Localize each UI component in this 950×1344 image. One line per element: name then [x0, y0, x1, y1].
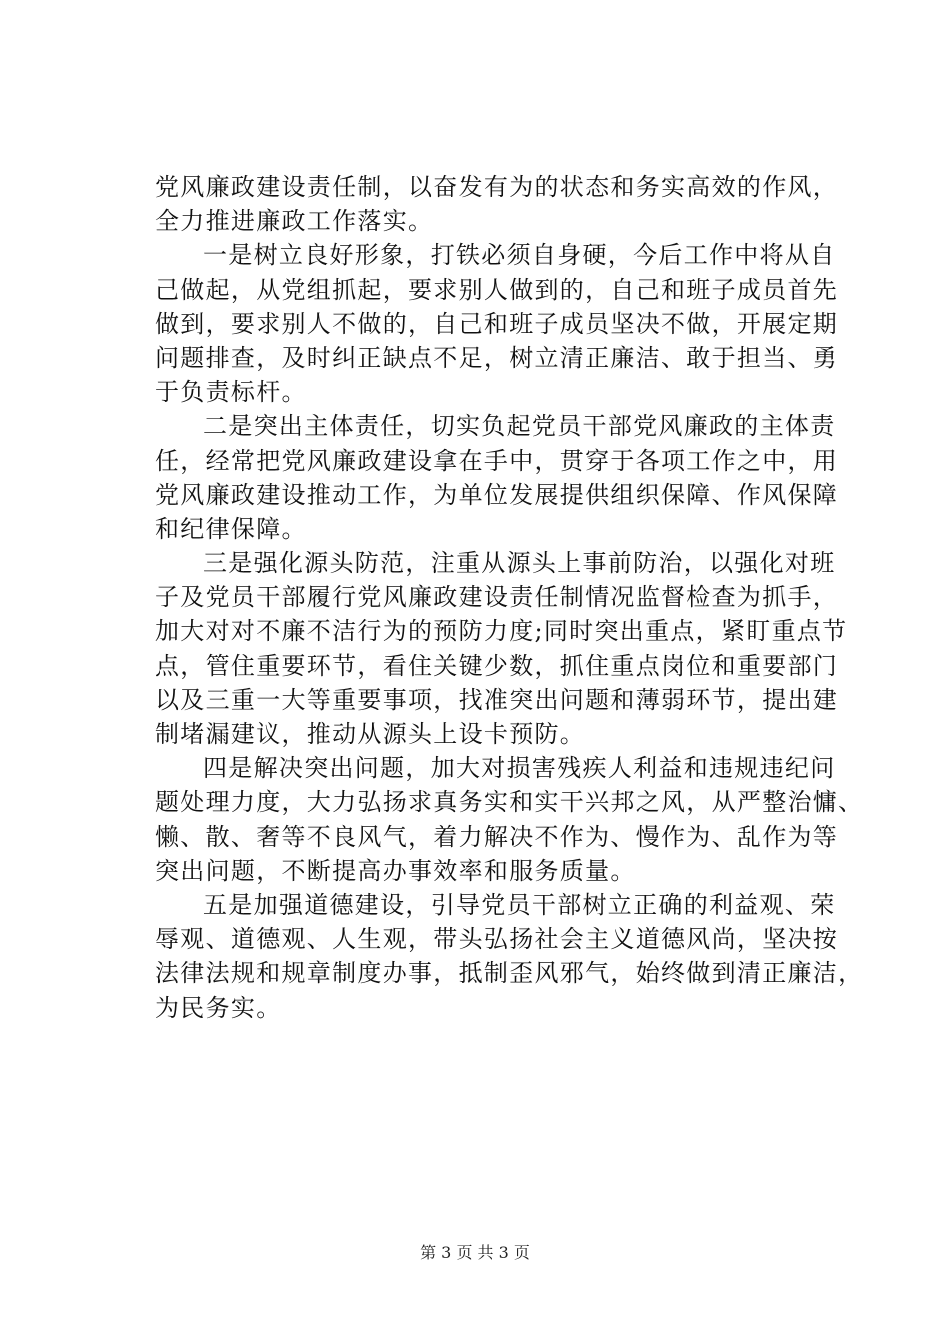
- text-line: 以及三重一大等重要事项，找准突出问题和薄弱环节，提出建: [155, 685, 839, 714]
- text-line: 一是树立良好形象，打铁必须自身硬，今后工作中将从自: [203, 241, 836, 270]
- text-line: 问题排查，及时纠正缺点不足，树立清正廉洁、敢于担当、勇: [155, 343, 839, 372]
- text-line: 做到，要求别人不做的，自己和班子成员坚决不做，开展定期: [155, 309, 839, 338]
- text-line: 子及党员干部履行党风廉政建设责任制情况监督检查为抓手，: [155, 583, 839, 612]
- text-line: 党风廉政建设责任制，以奋发有为的状态和务实高效的作风，: [155, 173, 839, 201]
- text-line: 于负责标杆。: [155, 378, 307, 407]
- text-line: 全力推进廉政工作落实。: [155, 207, 434, 236]
- text-line: 二是突出主体责任，切实负起党员干部党风廉政的主体责: [203, 412, 836, 441]
- text-line: 党风廉政建设推动工作，为单位发展提供组织保障、作风保障: [155, 480, 839, 509]
- document-body: [155, 170, 864, 1025]
- text-line: 加大对对不廉不洁行为的预防力度;同时突出重点，紧盯重点节: [155, 617, 848, 646]
- text-line: 懒、散、奢等不良风气，着力解决不作为、慢作为、乱作为等: [155, 822, 839, 851]
- text-line: 任，经常把党风廉政建设拿在手中，贯穿于各项工作之中，用: [155, 446, 839, 475]
- text-line: 三是强化源头防范，注重从源头上事前防治，以强化对班: [203, 549, 836, 578]
- text-line: 制堵漏建议，推动从源头上设卡预防。: [155, 720, 586, 748]
- text-line: 辱观、道德观、人生观，带头弘扬社会主义道德风尚，坚决按: [155, 925, 839, 954]
- page-footer: 第 3 页 共 3 页: [420, 1243, 530, 1262]
- text-line: 点，管住重要环节，看住关键少数，抓住重点岗位和重要部门: [155, 651, 839, 680]
- text-line: 五是加强道德建设，引导党员干部树立正确的利益观、荣: [203, 890, 836, 919]
- text-line: 四是解决突出问题，加大对损害残疾人利益和违规违纪问: [203, 754, 836, 783]
- text-line: 和纪律保障。: [155, 514, 307, 543]
- text-line: 突出问题，不断提高办事效率和服务质量。: [155, 856, 636, 885]
- text-line: 题处理力度，大力弘扬求真务实和实干兴邦之风，从严整治慵、: [155, 788, 864, 817]
- text-line: 为民务实。: [155, 993, 282, 1022]
- text-line: 法律法规和规章制度办事，抵制歪风邪气，始终做到清正廉洁，: [155, 959, 864, 988]
- text-line: 己做起，从党组抓起，要求别人做到的，自己和班子成员首先: [155, 275, 839, 304]
